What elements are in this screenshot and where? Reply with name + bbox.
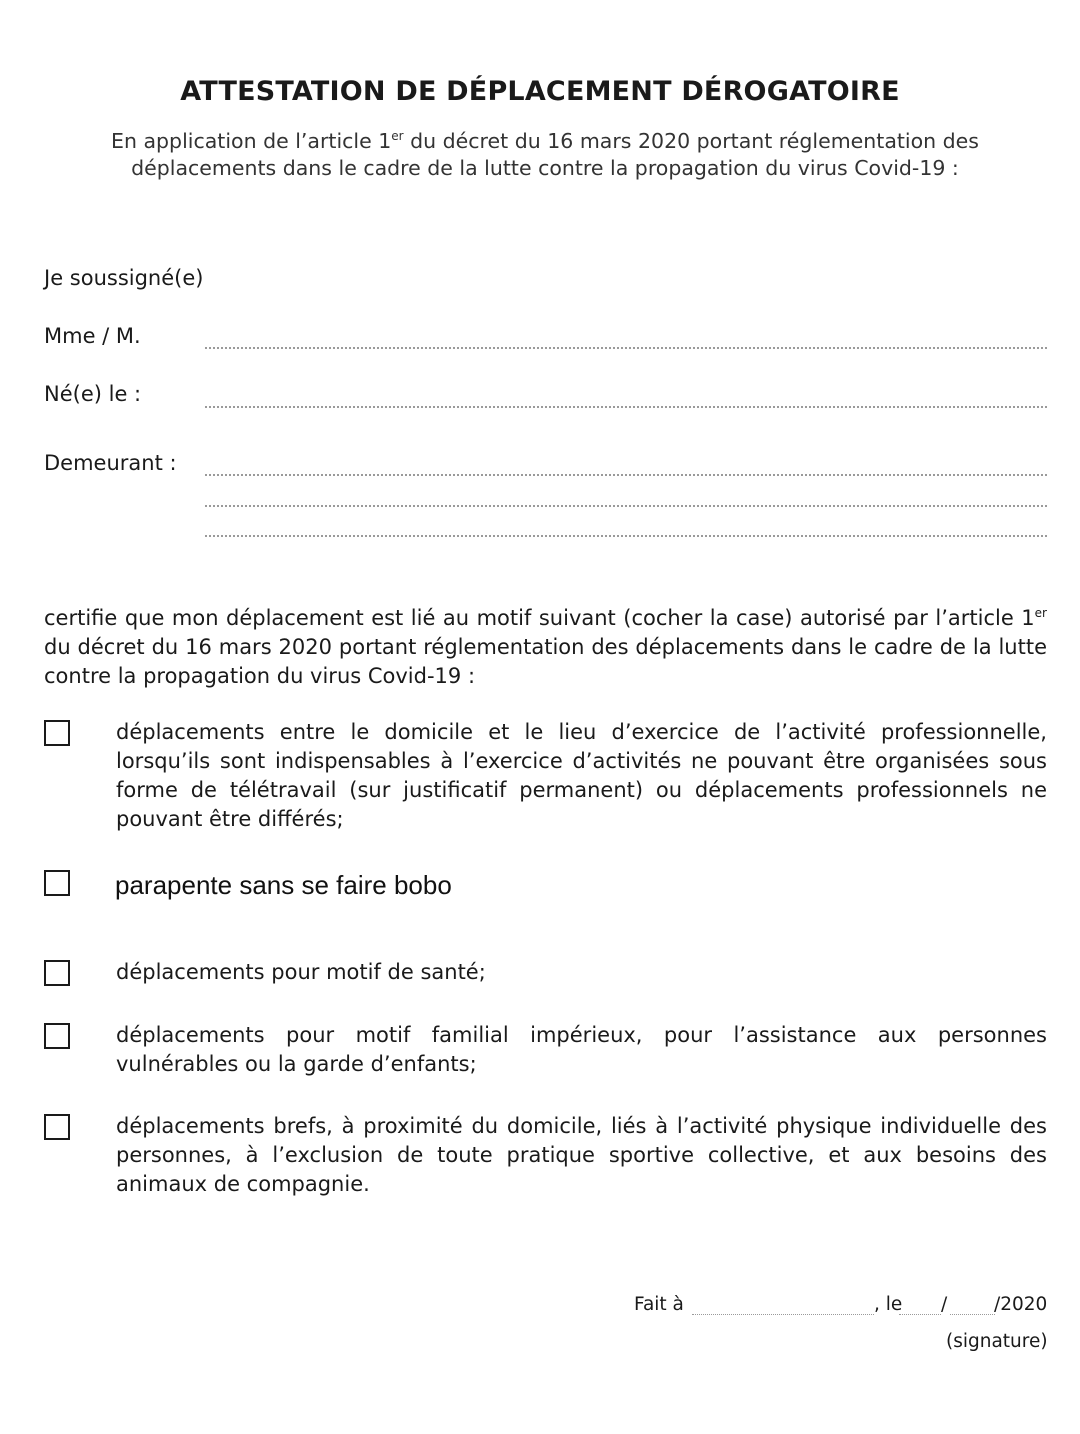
checkbox-professional[interactable] bbox=[44, 720, 70, 746]
birth-date-label: Né(e) le : bbox=[44, 382, 142, 406]
place-label: Fait à bbox=[634, 1294, 684, 1315]
checkbox-family[interactable] bbox=[44, 1023, 70, 1049]
option-health-label: déplacements pour motif de santé; bbox=[116, 960, 486, 984]
option-physical-activity-label: déplacements brefs, à proximité du domicile, liés à l’activité physique individuelle des personnes, à l’exclusion de toute pratique sportive collective, et aux besoins des animaux de compagnie. bbox=[116, 1114, 1047, 1196]
name-field[interactable] bbox=[205, 347, 1047, 349]
place-field[interactable] bbox=[692, 1314, 874, 1315]
address-field-line-2[interactable] bbox=[205, 505, 1047, 507]
subtitle-text-start: En application de l’article 1 bbox=[111, 129, 392, 153]
option-family-label: déplacements pour motif familial impérieux, pour l’assistance aux personnes vulnérables ou la garde d’enfants; bbox=[116, 1023, 1047, 1076]
document-subtitle bbox=[60, 128, 1030, 182]
intro-label: Je soussigné(e) bbox=[44, 266, 204, 290]
checkbox-health[interactable] bbox=[44, 960, 70, 986]
birth-date-field[interactable] bbox=[205, 406, 1047, 408]
address-field-line-3[interactable] bbox=[205, 535, 1047, 537]
year-label: /2020 bbox=[994, 1294, 1048, 1315]
certify-text-end: du décret du 16 mars 2020 portant réglementation des déplacements dans le cadre de la lutte contre la propagation du virus Covid-19 : bbox=[44, 635, 1047, 688]
certify-text-start: certifie que mon déplacement est lié au motif suivant (cocher la case) autorisé par l’article 1 bbox=[44, 606, 1035, 630]
certify-superscript: er bbox=[1034, 606, 1047, 620]
subtitle-superscript: er bbox=[391, 129, 404, 144]
option-professional-label: déplacements entre le domicile et le lieu d’exercice de l’activité professionnelle, lorsqu’ils sont indispensables à l’exercice d’activités ne pouvant être organisées sous forme de télétravail (sur justificatif permanent) ou déplacements professionnels ne pouvant être différés; bbox=[116, 720, 1047, 831]
checkbox-physical-activity[interactable] bbox=[44, 1114, 70, 1140]
checkbox-paragliding[interactable] bbox=[44, 870, 70, 896]
date-label: , le bbox=[874, 1294, 903, 1315]
option-paragliding-label: parapente sans se faire bobo bbox=[115, 870, 452, 900]
month-field[interactable] bbox=[950, 1314, 995, 1315]
certify-paragraph bbox=[44, 604, 1047, 691]
document-title: ATTESTATION DE DÉPLACEMENT DÉROGATOIRE bbox=[180, 76, 900, 107]
day-field[interactable] bbox=[899, 1314, 941, 1315]
address-field-line-1[interactable] bbox=[205, 474, 1047, 476]
subtitle-text-end: du décret du 16 mars 2020 portant réglementation des déplacements dans le cadre de la lutte contre la propagation du virus Covid-19 : bbox=[131, 129, 979, 180]
address-label: Demeurant : bbox=[44, 451, 177, 475]
name-label: Mme / M. bbox=[44, 324, 141, 348]
signature-label: (signature) bbox=[946, 1331, 1048, 1352]
date-separator: / bbox=[941, 1294, 948, 1315]
